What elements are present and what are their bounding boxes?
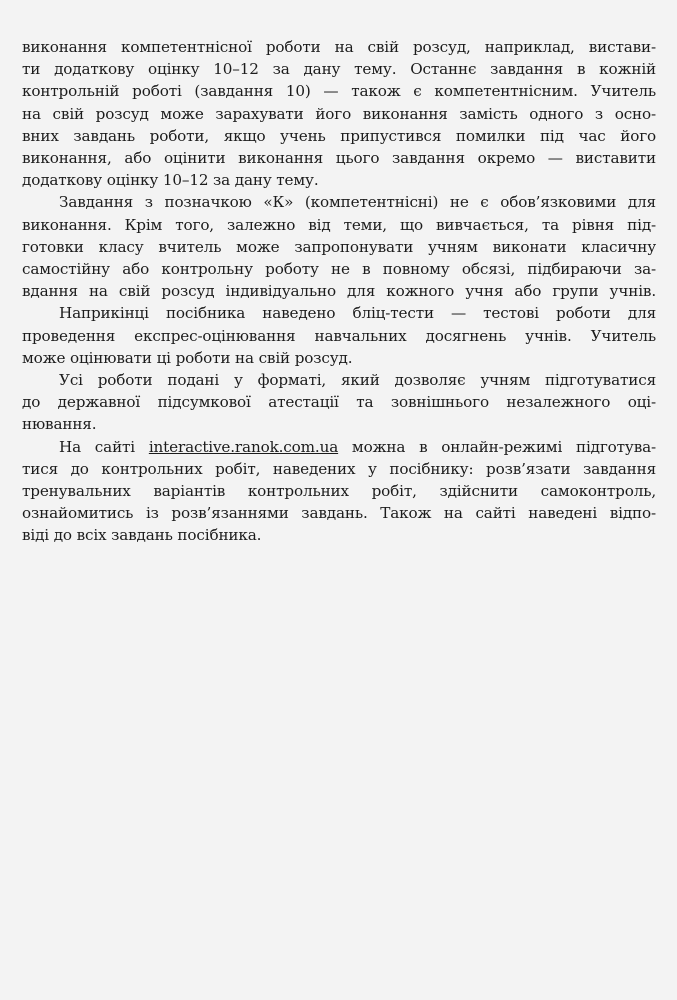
website-link[interactable]: interactive.ranok.com.ua (148, 437, 339, 456)
paragraph-1 (22, 36, 656, 191)
paragraph-5 (22, 436, 656, 547)
text-line: тренувальних варіантів контрольних робіт, здійснити самоконтроль, (22, 482, 656, 501)
text-line: контрольній роботі (завдання 10) — також є компетентнісним. Учитель (22, 82, 656, 101)
text-line: віді до всіх завдань посібника. (22, 526, 262, 545)
text-segment: можна в онлайн-режимі підготува- (338, 437, 656, 456)
text-line: ти додаткову оцінку 10–12 за дану тему. Останнє завдання в кожній (22, 60, 656, 79)
text-line: готовки класу вчитель може запропонувати учням виконати класичну (22, 237, 656, 256)
text-line-with-link (22, 436, 656, 458)
text-line: Наприкінці посібника наведено бліц-тести — тестові роботи для (59, 304, 656, 323)
text-line: Завдання з позначкою «К» (компетентнісні) не є обов’язковими для (59, 193, 656, 212)
text-line: Усі роботи подані у форматі, який дозволяє учням підготуватися (59, 371, 656, 390)
text-line: ознайомитись із розв’язаннями завдань. Також на сайті наведені відпо- (22, 504, 656, 523)
text-line: до державної підсумкової атестації та зовнішнього незалежного оці- (22, 393, 656, 412)
text-line: вдання на свій розсуд індивідуально для кожного учня або групи учнів. (22, 282, 656, 301)
text-line: вних завдань роботи, якщо учень припустився помилки під час його (22, 126, 656, 145)
text-line: проведення експрес-оцінювання навчальних досягнень учнів. Учитель (22, 326, 656, 345)
text-line: додаткову оцінку 10–12 за дану тему. (22, 171, 319, 190)
text-line: нювання. (22, 415, 97, 434)
paragraph-2 (22, 191, 656, 302)
text-line: може оцінювати ці роботи на свій розсуд. (22, 348, 353, 367)
text-line: тися до контрольних робіт, наведених у посібнику: розв’язати завдання (22, 459, 656, 478)
text-line: самостійну або контрольну роботу не в повному обсязі, підбираючи за- (22, 260, 656, 279)
text-line: виконання компетентнісної роботи на свій розсуд, наприклад, вистави- (22, 38, 656, 56)
paragraph-3 (22, 302, 656, 369)
paragraph-4 (22, 369, 656, 436)
text-line: виконання, або оцінити виконання цього завдання окремо — виставити (22, 149, 656, 168)
document-page (22, 36, 656, 547)
text-line: на свій розсуд може зарахувати його виконання замість одного з осно- (22, 104, 656, 123)
text-line: виконання. Крім того, залежно від теми, що вивчається, та рівня під- (22, 215, 656, 234)
text-segment: На сайті (59, 437, 149, 456)
